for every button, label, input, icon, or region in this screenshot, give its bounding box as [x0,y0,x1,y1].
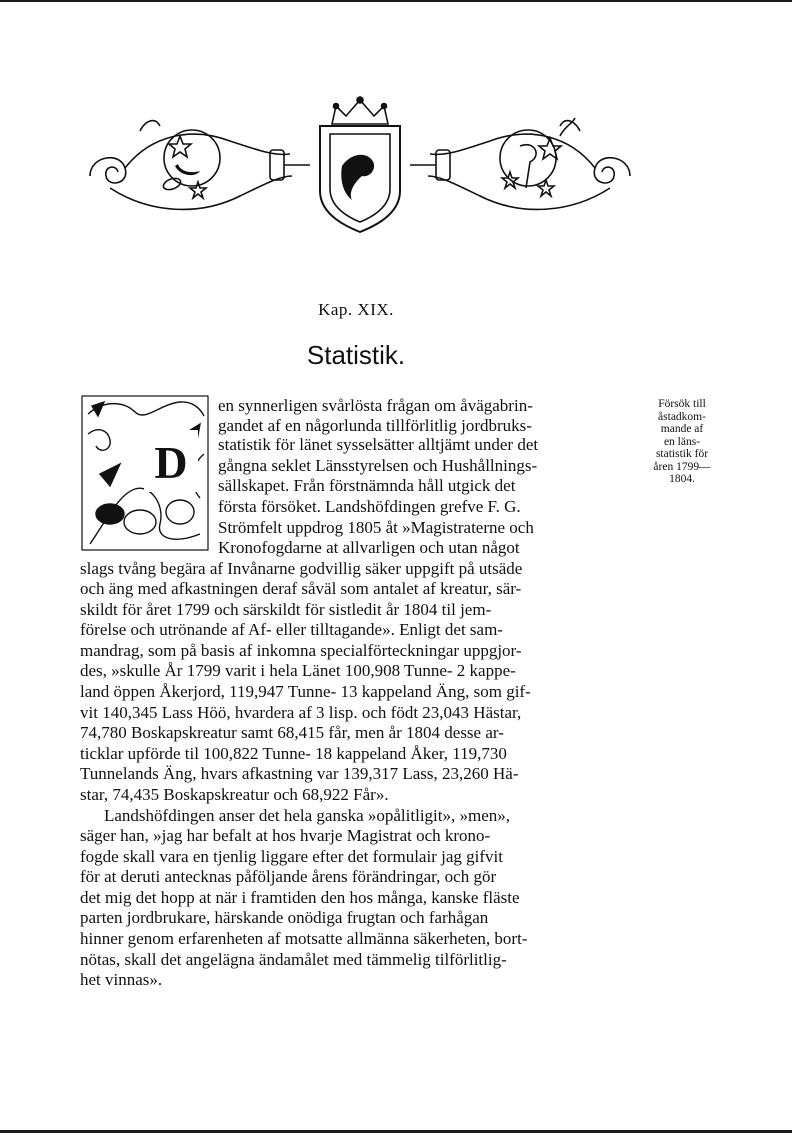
body-line: förelse och utrönande af Af- eller tilltagande». Enligt det sam- [80,620,503,639]
body-line: mandrag, som på basis af inkomna specialförteckningar uppgjor- [80,641,522,660]
heraldic-ornament-header [80,96,640,236]
crest-ornament-icon [80,96,640,236]
margin-note-line: åren 1799— [653,460,711,473]
body-line: för at deruti antecknas påföljande årens förändringar, och gör [80,867,497,886]
body-line: het vinnas». [80,970,163,989]
floral-initial-icon [80,394,210,552]
body-line: Tunnelands Äng, hvars afkastning var 139,317 Lass, 23,260 Hä- [80,764,519,783]
body-line: gångna seklet Länsstyrelsen och Hushållnings- [218,456,538,475]
body-line: Kronofogdarne at allvarligen och utan något [218,538,520,557]
chapter-heading: Kap. XIX. [318,300,394,319]
body-line: och äng med afkastningen deraf såväl som antalet af kreatur, sär- [80,579,522,598]
chapter-title: Statistik. [306,340,406,370]
body-line: nötas, skall det angelägna ändamålet med tämmelig tilförlitlig- [80,950,507,969]
body-line: vit 140,345 Lass Höö, hvardera af 3 lisp. och födt 23,043 Hästar, [80,703,522,722]
top-rule [0,0,792,2]
body-line: statistik för länet sysselsätter alltjämt under det [218,435,539,454]
body-line: sällskapet. Från förstnämnda håll utgick det [218,476,516,495]
body-line: slags tvång begära af Invånarne godvillig säker uppgift på utsäde [80,559,523,578]
margin-note-line: 1804. [669,473,695,485]
margin-note-line: statistik för [655,448,709,460]
body-line: 74,780 Boskapskreatur samt 68,415 får, men år 1804 desse ar- [80,723,504,742]
body-line: hinner genom erfarenheten af motsatte allmänna säkerheten, bort- [80,929,528,948]
body-line: säger han, »jag har befalt at hos hvarje Magistrat och krono- [80,826,491,845]
margin-note-line: Försök till [658,398,706,410]
margin-note-line: en läns- [663,435,701,448]
body-line: parten jordbrukare, härskande onödiga frugtan och farhågan [80,908,489,927]
body-line: Landshöfdingen anser det hela ganska »opålitligit», »men», [104,806,511,825]
initial-letter: D [154,437,188,488]
margin-note [636,398,728,486]
decorated-initial [80,394,210,552]
body-line: land öppen Åkerjord, 119,947 Tunne- 13 kappeland Äng, som gif- [80,682,531,701]
body-line: ticklar upförde til 100,822 Tunne- 18 kappeland Åker, 119,730 [80,744,507,763]
margin-note-line: mande af [660,423,704,435]
body-line: Strömfelt uppdrog 1805 åt »Magistraterne och [218,518,534,537]
margin-note-line: åstadkom- [658,410,706,423]
body-line: skildt för året 1799 och särskildt för sistledit år 1804 til jem- [80,600,492,619]
body-line: star, 74,435 Boskapskreatur och 68,922 Får». [80,785,389,804]
body-line: des, »skulle År 1799 varit i hela Länet 100,908 Tunne- 2 kappe- [80,661,516,680]
body-line: det mig det hopp at när i framtiden den hos många, kanske fläste [80,888,520,907]
body-line: en synnerligen svårlösta frågan om åvägabrin- [218,396,533,415]
body-line: fogde skall vara en tjenlig liggare efter det formulair jag gifvit [80,847,503,866]
body-line: gandet af en någorlunda tillförlitlig jordbruks- [218,416,532,435]
body-line: första försöket. Landshöfdingen grefve F. G. [218,497,521,516]
